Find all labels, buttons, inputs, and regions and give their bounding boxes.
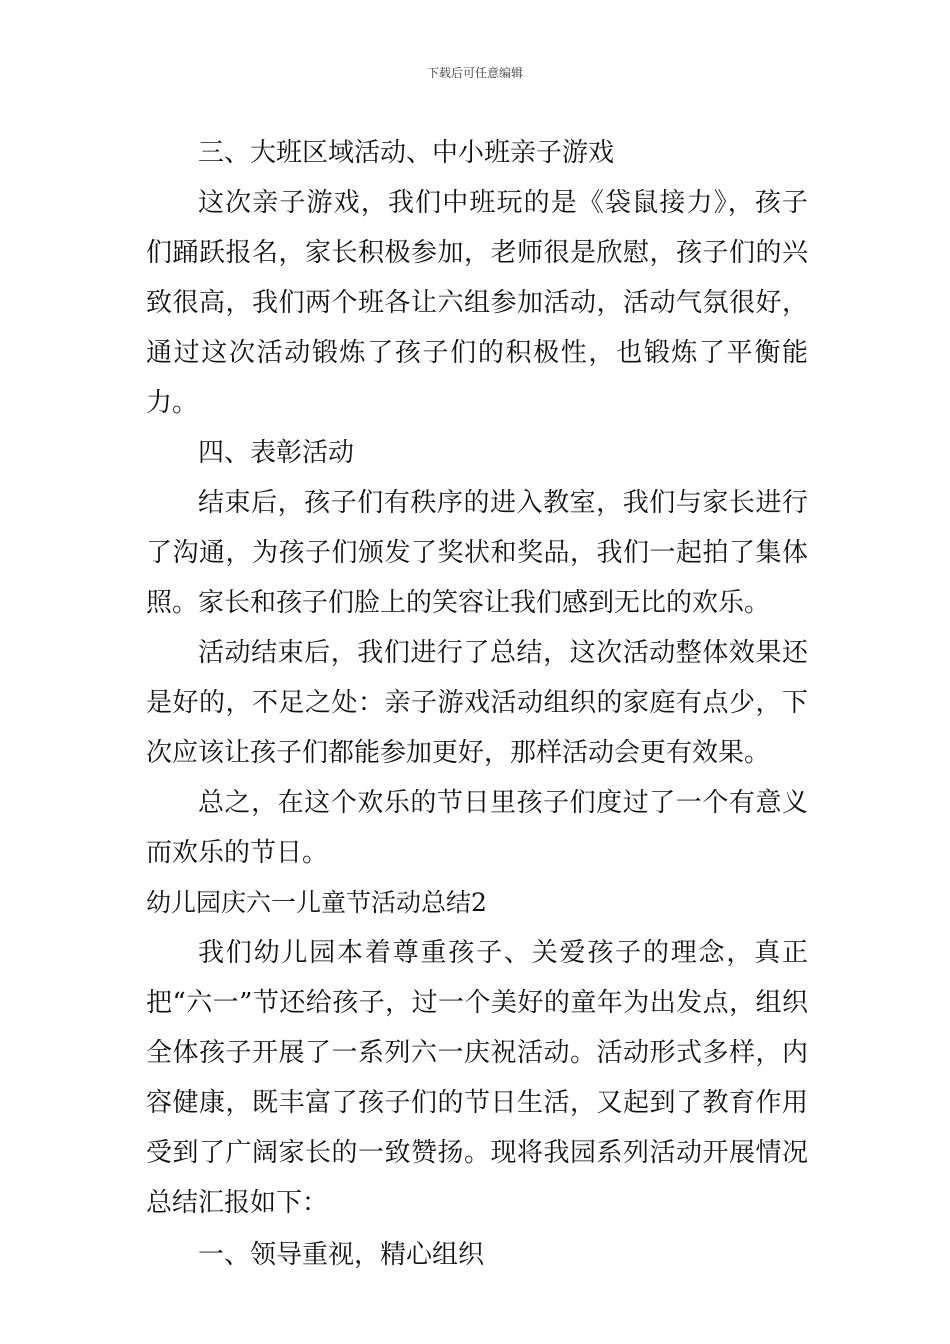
paragraph-intro-2: 我们幼儿园本着尊重孩子、关爱孩子的理念，真正把“六一”节还给孩子，过一个美好的童年为出发点，组织全体孩子开展了一系列六一庆祝活动。活动形式多样，内容健康，既丰富了孩子们的节日生活，又起到了教育作用受到了广阔家长的一致赞扬。现将我园系列活动开展情况总结汇报如下： bbox=[146, 938, 808, 1218]
section-heading-4: 四、表彰活动 bbox=[198, 438, 355, 468]
document-body bbox=[146, 128, 808, 1280]
section-heading-1: 一、领导重视，精心组织 bbox=[198, 1240, 485, 1270]
page-header-note: 下载后可任意编辑 bbox=[426, 66, 523, 80]
document-title-2: 幼儿园庆六一儿童节活动总结2 bbox=[146, 888, 487, 917]
section-heading-3: 三、大班区域活动、中小班亲子游戏 bbox=[198, 138, 615, 168]
paragraph-conclusion: 总之，在这个欢乐的节日里孩子们度过了一个有意义而欢乐的节日。 bbox=[146, 788, 808, 868]
paragraph-parent-child-game: 这次亲子游戏，我们中班玩的是《袋鼠接力》，孩子们踊跃报名，家长积极参加，老师很是欣慰，孩子们的兴致很高，我们两个班各让六组参加活动，活动气氛很好，通过这次活动锻炼了孩子们的积极性，也锻炼了平衡能力。 bbox=[146, 188, 808, 418]
paragraph-summary-review: 活动结束后，我们进行了总结，这次活动整体效果还是好的，不足之处：亲子游戏活动组织的家庭有点少，下次应该让孩子们都能参加更好，那样活动会更有效果。 bbox=[146, 638, 808, 768]
paragraph-awards: 结束后，孩子们有秩序的进入教室，我们与家长进行了沟通，为孩子们颁发了奖状和奖品，我们一起拍了集体照。家长和孩子们脸上的笑容让我们感到无比的欢乐。 bbox=[146, 488, 808, 618]
